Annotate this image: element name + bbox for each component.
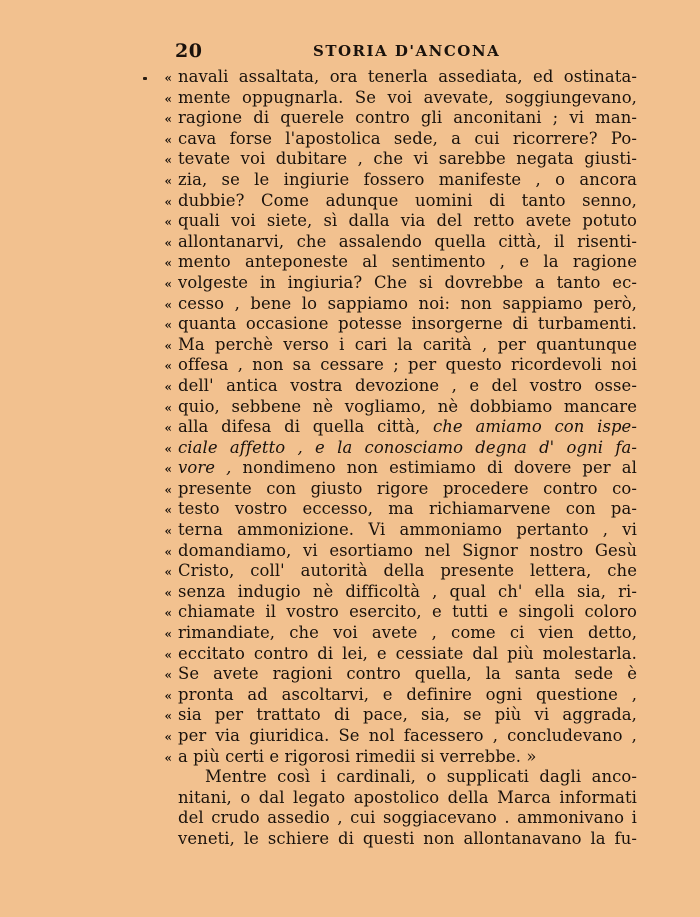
line-text bbox=[178, 582, 637, 603]
page-number: 20 bbox=[175, 40, 203, 62]
line-text bbox=[178, 808, 637, 829]
text-line bbox=[145, 561, 637, 582]
text-line bbox=[145, 664, 637, 685]
roman-text: per via giuridica. Se nol facessero , concludevano , bbox=[178, 726, 637, 745]
quote-mark: « bbox=[164, 462, 172, 477]
line-text bbox=[178, 397, 637, 418]
line-text bbox=[178, 499, 637, 520]
roman-text: pronta ad ascoltarvi, e definire ogni questione , bbox=[178, 684, 637, 704]
quote-mark: « bbox=[164, 235, 172, 250]
body-text bbox=[145, 67, 637, 850]
line-text bbox=[178, 747, 637, 768]
quote-mark: « bbox=[164, 730, 172, 744]
roman-text: nondimeno non estimiamo di dovere per al bbox=[231, 458, 637, 478]
line-text bbox=[178, 685, 637, 706]
line-text bbox=[178, 479, 637, 500]
quote-mark: « bbox=[164, 215, 172, 230]
italic-text: vore , bbox=[178, 458, 232, 478]
line-text bbox=[178, 88, 637, 109]
text-line bbox=[145, 747, 637, 768]
text-line bbox=[145, 685, 637, 706]
quote-mark: « bbox=[164, 91, 172, 106]
text-line bbox=[145, 232, 637, 253]
quote-mark: « bbox=[164, 173, 172, 188]
roman-text: rimandiate, che voi avete , come ci vien detto, bbox=[178, 623, 637, 643]
text-line bbox=[145, 602, 637, 623]
text-line bbox=[145, 458, 637, 479]
text-line bbox=[145, 582, 637, 603]
text-line bbox=[145, 788, 637, 809]
quote-mark: « bbox=[164, 627, 172, 642]
text-line bbox=[145, 335, 637, 356]
line-text bbox=[178, 211, 637, 232]
line-text bbox=[178, 294, 637, 315]
line-text bbox=[178, 108, 637, 129]
quote-mark: « bbox=[164, 565, 172, 580]
roman-text: tevate voi dubitare , che vi sarebbe negata giusti- bbox=[178, 149, 637, 169]
line-text bbox=[178, 191, 637, 212]
roman-text: mento anteponeste al sentimento , e la ragione bbox=[178, 252, 637, 272]
roman-text: navali assaltata, ora tenerla assediata, ed ostinata- bbox=[178, 67, 637, 86]
line-text bbox=[178, 67, 637, 88]
text-line bbox=[145, 149, 637, 170]
line-text bbox=[178, 355, 637, 376]
roman-text: dubbie? Come adunque uomini di tanto senno, bbox=[178, 190, 637, 210]
line-text bbox=[178, 705, 637, 726]
text-line bbox=[145, 520, 637, 541]
roman-text: quali voi siete, sì dalla via del retto avete potuto bbox=[178, 211, 637, 231]
text-line bbox=[145, 108, 637, 129]
quote-mark: « bbox=[164, 524, 172, 539]
roman-text: senza indugio nè difficoltà , qual ch' ella sia, ri- bbox=[178, 581, 637, 601]
roman-text: a più certi e rigorosi rimedii si verrebbe. » bbox=[178, 746, 537, 766]
quote-mark: « bbox=[164, 688, 172, 703]
roman-text: allontanarvi, che assalendo quella città, il risenti- bbox=[178, 231, 637, 251]
line-text bbox=[178, 170, 637, 191]
line-text bbox=[178, 314, 637, 335]
quote-mark: « bbox=[164, 379, 172, 394]
line-text bbox=[178, 520, 637, 541]
text-line bbox=[145, 170, 637, 191]
quote-mark: « bbox=[164, 441, 172, 456]
text-line bbox=[145, 252, 637, 273]
quote-mark: « bbox=[164, 647, 172, 662]
roman-text: del crudo assedio , cui soggiacevano . ammonivano i bbox=[178, 808, 637, 828]
text-line bbox=[145, 294, 637, 315]
roman-text: chiamate il vostro esercito, e tutti e singoli coloro bbox=[178, 602, 637, 622]
roman-text: eccitato contro di lei, e cessiate dal più molestarla. bbox=[178, 643, 637, 663]
text-line bbox=[145, 191, 637, 212]
roman-text: Cristo, coll' autorità della presente lettera, che bbox=[178, 561, 637, 581]
roman-text: dell' antica vostra devozione , e del vostro osse- bbox=[178, 375, 637, 395]
roman-text: domandiamo, vi esortiamo nel Signor nostro Gesù bbox=[178, 540, 637, 560]
quote-mark: « bbox=[164, 71, 172, 85]
line-text bbox=[178, 252, 637, 273]
text-line bbox=[145, 376, 637, 397]
quote-mark: « bbox=[164, 585, 172, 600]
line-text bbox=[178, 376, 637, 397]
roman-text: volgeste in ingiuria? Che si dovrebbe a tanto ec- bbox=[178, 272, 637, 292]
roman-text: mente oppugnarla. Se voi avevate, soggiungevano, bbox=[178, 87, 637, 107]
text-line bbox=[145, 541, 637, 562]
roman-text: cesso , bene lo sappiamo noi: non sappiamo però, bbox=[178, 293, 637, 313]
quote-mark: « bbox=[164, 421, 172, 436]
line-text bbox=[178, 232, 637, 253]
quote-mark: « bbox=[164, 276, 172, 291]
text-line bbox=[145, 829, 637, 850]
quote-mark: « bbox=[164, 750, 172, 765]
text-line bbox=[145, 705, 637, 726]
text-line bbox=[145, 479, 637, 500]
quote-mark: « bbox=[164, 668, 172, 683]
line-text bbox=[178, 438, 637, 459]
quote-mark: « bbox=[164, 318, 172, 333]
quote-mark: « bbox=[164, 112, 172, 127]
quote-mark: « bbox=[164, 503, 172, 518]
text-line bbox=[145, 499, 637, 520]
line-text bbox=[178, 644, 637, 665]
roman-text: Ma perchè verso i cari la carità , per quantunque bbox=[178, 334, 637, 354]
line-text bbox=[178, 788, 637, 809]
line-text bbox=[178, 829, 637, 850]
text-line bbox=[145, 808, 637, 829]
quote-mark: « bbox=[164, 544, 172, 559]
roman-text: zia, se le ingiurie fossero manifeste , o ancora bbox=[178, 169, 637, 189]
roman-text: Se avete ragioni contro quella, la santa sede è bbox=[178, 664, 637, 684]
text-line bbox=[145, 644, 637, 665]
line-text bbox=[178, 458, 637, 479]
text-line bbox=[145, 438, 637, 459]
roman-text: presente con giusto rigore procedere contro co- bbox=[178, 478, 637, 498]
quote-mark: « bbox=[164, 400, 172, 415]
roman-text: testo vostro eccesso, ma richiamarvene con pa- bbox=[178, 499, 637, 519]
line-text bbox=[178, 623, 637, 644]
quote-mark: « bbox=[164, 256, 172, 271]
quote-mark: « bbox=[164, 153, 172, 168]
quote-mark: « bbox=[164, 338, 172, 353]
roman-text: sia per trattato di pace, sia, se più vi aggrada, bbox=[178, 705, 637, 725]
line-text bbox=[178, 541, 637, 562]
roman-text: nitani, o dal legato apostolico della Marca informati bbox=[178, 787, 637, 807]
running-head: STORIA D'ANCONA bbox=[313, 42, 501, 60]
quote-mark: « bbox=[164, 194, 172, 209]
quote-mark: « bbox=[164, 606, 172, 621]
line-text bbox=[178, 767, 637, 788]
roman-text: offesa , non sa cessare ; per questo ricordevoli noi bbox=[178, 355, 637, 375]
text-line bbox=[145, 417, 637, 438]
text-line bbox=[145, 397, 637, 418]
quote-mark: « bbox=[164, 482, 172, 497]
line-text bbox=[178, 417, 637, 438]
text-line bbox=[145, 767, 637, 788]
text-line bbox=[145, 211, 637, 232]
roman-text: quanta occasione potesse insorgerne di turbamenti. bbox=[178, 314, 637, 334]
text-line bbox=[145, 129, 637, 150]
text-line bbox=[145, 67, 637, 88]
roman-text: alla difesa di quella città, bbox=[178, 417, 433, 437]
roman-text: cava forse l'apostolica sede, a cui ricorrere? Po- bbox=[178, 128, 637, 148]
line-text bbox=[178, 664, 637, 685]
line-text bbox=[178, 602, 637, 623]
quote-mark: « bbox=[164, 359, 172, 374]
quote-mark: « bbox=[164, 132, 172, 147]
quote-mark: « bbox=[164, 297, 172, 312]
roman-text: veneti, le schiere di questi non allontanavano la fu- bbox=[178, 828, 637, 848]
page-header bbox=[175, 40, 635, 64]
line-text bbox=[178, 149, 637, 170]
text-line bbox=[145, 88, 637, 109]
roman-text: terna ammonizione. Vi ammoniamo pertanto , vi bbox=[178, 520, 637, 540]
roman-text: quio, sebbene nè vogliamo, nè dobbiamo mancare bbox=[178, 396, 637, 416]
text-line bbox=[145, 623, 637, 644]
line-text bbox=[178, 726, 637, 747]
italic-text: ciale affetto , e la conosciamo degna d' ogni fa- bbox=[178, 437, 637, 457]
roman-text: ragione di querele contro gli anconitani ; vi man- bbox=[178, 108, 637, 128]
text-line bbox=[145, 726, 637, 747]
line-text bbox=[178, 335, 637, 356]
roman-text: Mentre così i cardinali, o supplicati dagli anco- bbox=[205, 767, 637, 787]
line-text bbox=[178, 129, 637, 150]
italic-text: che amiamo con ispe- bbox=[433, 417, 637, 437]
text-line bbox=[145, 273, 637, 294]
quote-mark: « bbox=[164, 709, 172, 724]
line-text bbox=[178, 561, 637, 582]
text-line bbox=[145, 355, 637, 376]
line-text bbox=[178, 273, 637, 294]
text-line bbox=[145, 314, 637, 335]
